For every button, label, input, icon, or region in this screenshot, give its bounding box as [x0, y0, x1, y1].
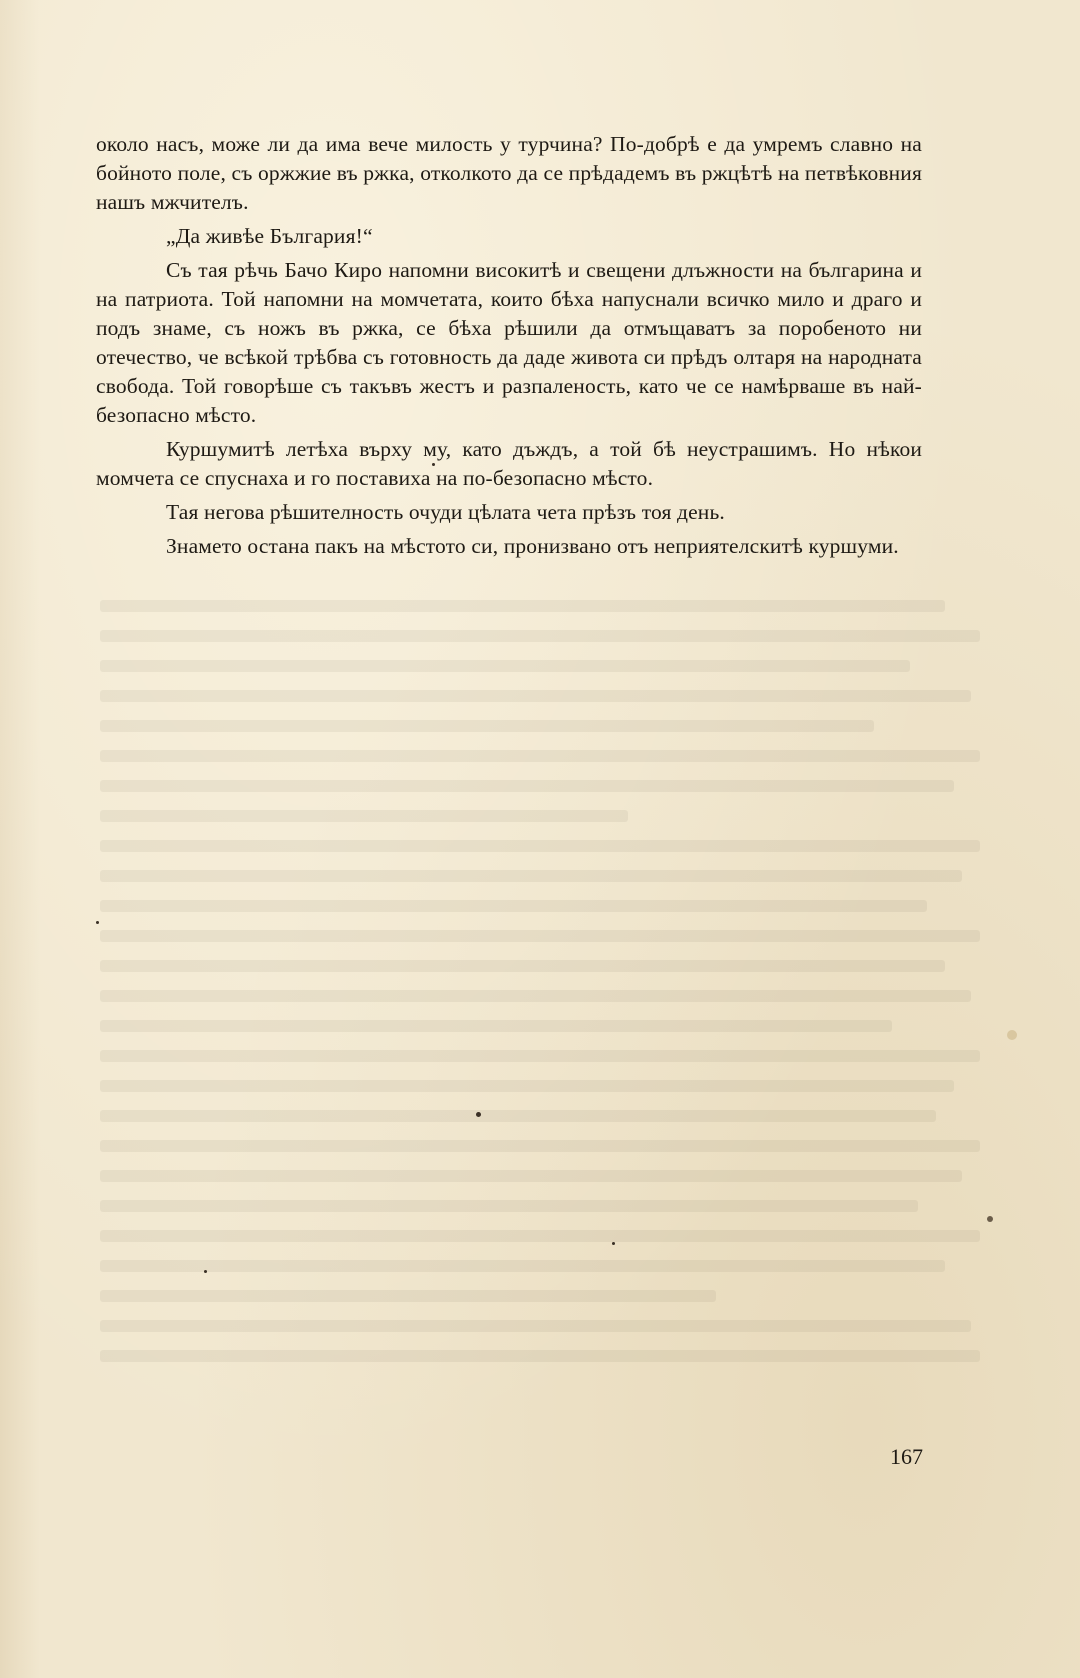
paragraph-resolve: Тая негова рѣшителность очуди цѣлата чета прѣзъ тоя день.: [166, 500, 725, 524]
paper-speck: [1007, 1030, 1017, 1040]
paper-speck: [96, 921, 99, 924]
paragraph-exclamation: „Да живѣе България!“: [166, 224, 373, 248]
show-through-text: [100, 600, 980, 1400]
paragraph-speech: Съ тая рѣчь Бачо Киро напомни високитѣ и свещени длъжности на българина и на патриота. Той напомни на момчетата, които бѣха напуснали всичко мило и драго и подъ знаме, съ ножъ въ ржка, се бѣха рѣшили да отмъщаватъ за поробеното ни отечество, че всѣкой трѣбва съ готовность да даде живота си прѣдъ олтаря на народната свобода. Той говорѣше съ такъвъ жестъ и разпаленость, като че се намѣрваше въ най-безопасно мѣсто.: [96, 258, 922, 427]
paper-speck: [612, 1242, 615, 1245]
paper-speck: [204, 1270, 207, 1273]
paper-speck: [476, 1112, 481, 1117]
paper-speck: [432, 463, 435, 466]
paper-speck: [987, 1216, 993, 1222]
paragraph-continuation: около насъ, може ли да има вече милость у турчина? По-добрѣ е да умремъ славно на бойното поле, съ оржжие въ ржка, отколкото да се прѣдадемъ въ ржцѣтѣ на петвѣковния нашъ мжчителъ.: [96, 132, 922, 214]
page-number: 167: [890, 1444, 923, 1469]
body-text: [96, 130, 922, 566]
paragraph-flag: Знамето остана пакъ на мѣстото си, пронизвано отъ неприятелскитѣ куршуми.: [166, 534, 899, 558]
paragraph-bullets: Куршумитѣ летѣха върху му, като дъждъ, а той бѣ неустрашимъ. Но нѣкои момчета се спуснаха и го поставиха на по-безопасно мѣсто.: [96, 437, 922, 490]
